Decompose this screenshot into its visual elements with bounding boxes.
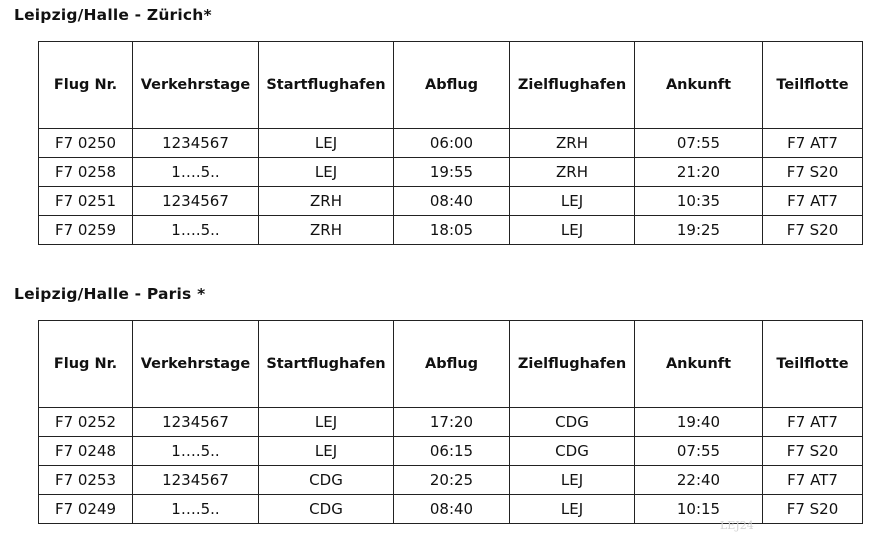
cell-operating-days: 1….5.. <box>133 216 259 245</box>
cell-fleet: F7 S20 <box>763 495 863 524</box>
cell-flight-number: F7 0249 <box>39 495 133 524</box>
table-row <box>39 437 863 466</box>
table-row <box>39 466 863 495</box>
cell-arrival-time: 07:55 <box>635 129 763 158</box>
cell-fleet: F7 AT7 <box>763 187 863 216</box>
cell-arrival-time: 21:20 <box>635 158 763 187</box>
cell-arrival-time: 22:40 <box>635 466 763 495</box>
cell-arrival-time: 19:25 <box>635 216 763 245</box>
column-header-departure-time: Abflug <box>394 321 510 408</box>
column-header-flight-number: Flug Nr. <box>39 42 133 129</box>
cell-operating-days: 1….5.. <box>133 495 259 524</box>
cell-departure-time: 17:20 <box>394 408 510 437</box>
cell-operating-days: 1….5.. <box>133 158 259 187</box>
cell-arrival-time: 10:15 <box>635 495 763 524</box>
cell-arrival-airport: CDG <box>510 408 635 437</box>
flight-table-paris <box>38 320 863 524</box>
cell-operating-days: 1234567 <box>133 408 259 437</box>
column-header-fleet: Teilflotte <box>763 321 863 408</box>
table-row <box>39 129 863 158</box>
cell-flight-number: F7 0248 <box>39 437 133 466</box>
cell-arrival-airport: LEJ <box>510 216 635 245</box>
table-row <box>39 408 863 437</box>
cell-flight-number: F7 0251 <box>39 187 133 216</box>
cell-departure-airport: LEJ <box>259 158 394 187</box>
column-header-departure-airport: Startflughafen <box>259 321 394 408</box>
cell-operating-days: 1234567 <box>133 466 259 495</box>
cell-arrival-airport: LEJ <box>510 495 635 524</box>
cell-flight-number: F7 0258 <box>39 158 133 187</box>
cell-arrival-time: 10:35 <box>635 187 763 216</box>
cell-arrival-airport: ZRH <box>510 158 635 187</box>
cell-departure-time: 19:55 <box>394 158 510 187</box>
cell-departure-airport: CDG <box>259 495 394 524</box>
cell-departure-time: 20:25 <box>394 466 510 495</box>
cell-departure-time: 06:15 <box>394 437 510 466</box>
table-header-row <box>39 42 863 129</box>
watermark-logo: LEJ24 <box>720 519 754 532</box>
column-header-operating-days: Verkehrstage <box>133 42 259 129</box>
column-header-arrival-airport: Zielflughafen <box>510 321 635 408</box>
cell-operating-days: 1234567 <box>133 129 259 158</box>
cell-arrival-time: 07:55 <box>635 437 763 466</box>
cell-departure-airport: LEJ <box>259 129 394 158</box>
column-header-operating-days: Verkehrstage <box>133 321 259 408</box>
section-title-paris: Leipzig/Halle - Paris * <box>14 285 206 303</box>
cell-fleet: F7 AT7 <box>763 129 863 158</box>
cell-departure-airport: LEJ <box>259 437 394 466</box>
cell-fleet: F7 AT7 <box>763 466 863 495</box>
table-row <box>39 216 863 245</box>
cell-arrival-airport: LEJ <box>510 466 635 495</box>
cell-departure-airport: LEJ <box>259 408 394 437</box>
column-header-fleet: Teilflotte <box>763 42 863 129</box>
cell-fleet: F7 AT7 <box>763 408 863 437</box>
cell-operating-days: 1234567 <box>133 187 259 216</box>
cell-arrival-airport: LEJ <box>510 187 635 216</box>
column-header-flight-number: Flug Nr. <box>39 321 133 408</box>
table-header-row <box>39 321 863 408</box>
table-row <box>39 158 863 187</box>
column-header-arrival-airport: Zielflughafen <box>510 42 635 129</box>
flight-table-zurich <box>38 41 863 245</box>
cell-arrival-airport: ZRH <box>510 129 635 158</box>
cell-departure-time: 08:40 <box>394 187 510 216</box>
cell-departure-time: 06:00 <box>394 129 510 158</box>
cell-arrival-airport: CDG <box>510 437 635 466</box>
cell-flight-number: F7 0259 <box>39 216 133 245</box>
cell-flight-number: F7 0253 <box>39 466 133 495</box>
cell-fleet: F7 S20 <box>763 216 863 245</box>
cell-departure-time: 08:40 <box>394 495 510 524</box>
cell-departure-airport: ZRH <box>259 216 394 245</box>
column-header-arrival-time: Ankunft <box>635 42 763 129</box>
column-header-departure-airport: Startflughafen <box>259 42 394 129</box>
cell-departure-airport: CDG <box>259 466 394 495</box>
table-row <box>39 187 863 216</box>
column-header-arrival-time: Ankunft <box>635 321 763 408</box>
column-header-departure-time: Abflug <box>394 42 510 129</box>
cell-operating-days: 1….5.. <box>133 437 259 466</box>
cell-flight-number: F7 0252 <box>39 408 133 437</box>
cell-departure-time: 18:05 <box>394 216 510 245</box>
cell-flight-number: F7 0250 <box>39 129 133 158</box>
section-title-zurich: Leipzig/Halle - Zürich* <box>14 6 212 24</box>
cell-fleet: F7 S20 <box>763 158 863 187</box>
cell-fleet: F7 S20 <box>763 437 863 466</box>
cell-arrival-time: 19:40 <box>635 408 763 437</box>
cell-departure-airport: ZRH <box>259 187 394 216</box>
